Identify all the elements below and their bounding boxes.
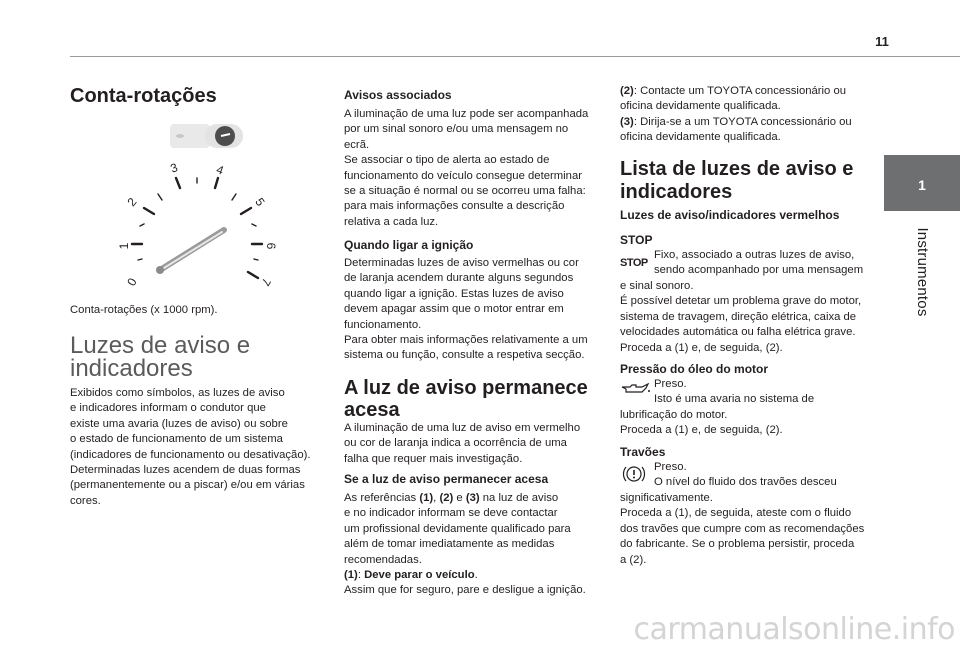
title-luzes-line1: Luzes de aviso e [70, 332, 251, 359]
heading-permanece-line1: A luz de aviso permanece [344, 377, 588, 399]
referencias-paragraph: As referências (1), (2) e (3) na luz de aviso e no indicador informam se deve contactar um profissional devidamente qualificado para além de tomar imediatamente as medidas recomendadas. (1): Deve parar o veículo. Assim que for seguro, pare e desligue a ignição. [344, 492, 586, 597]
title-conta-rotacoes: Conta-rotações [70, 85, 217, 107]
heading-avisos-associados: Avisos associados [344, 88, 452, 102]
chapter-label: Instrumentos [914, 227, 931, 317]
title-lista-line2: indicadores [620, 181, 733, 203]
intro-paragraph: Exibidos como símbolos, as luzes de aviso e indicadores informam o condutor que existe uma avaria (luzes de aviso) ou sobre o estado de funcionamento de um sistema (indicadores de funcionamento ou desativação). Determinadas luzes acendem de duas formas (permanentemente ou a piscar) e/ou em várias cores. [70, 387, 311, 507]
subtitle-vermelhos: Luzes de aviso/indicadores vermelhos [620, 208, 840, 222]
oil-title: Pressão do óleo do motor [620, 362, 769, 376]
figure-caption: Conta-rotações (x 1000 rpm). [70, 304, 218, 316]
permanece-paragraph: A iluminação de uma luz de aviso em vermelho ou cor de laranja indica a ocorrência de uma falha que requer mais investigação. [344, 422, 581, 465]
oil-can-icon [620, 381, 652, 397]
brake-title: Travões [620, 445, 666, 459]
top-rule [70, 56, 960, 57]
stop-text-indented: Fixo, associado a outras luzes de aviso, sendo acompanhado por uma mensagem [654, 249, 864, 277]
heading-permanece-line2: acesa [344, 399, 400, 421]
tick-label-6: 6 [264, 242, 278, 250]
ignicao-paragraph: Determinadas luzes de aviso vermelhas ou cor de laranja acendem durante alguns segundos quando ligar a ignição. Estas luzes de aviso devem apagar assim que o motor entrar em funcionamento. Para obter mais informações relativamente a um sistema ou função, consulte a respetiva secção. [344, 257, 588, 362]
tick-label-3: 3 [168, 160, 180, 176]
tick-label-4: 4 [214, 162, 226, 178]
brake-warning-icon [622, 463, 646, 485]
oil-text-indented: Preso. Isto é uma avaria no sistema de [654, 378, 815, 406]
stop-text: e sinal sonoro. É possível detetar um problema grave do motor, sistema de travagem, direção elétrica, caixa de velocidades automática ou falha elétrica grave. Proceda a (1) e, de seguida, (2). [620, 280, 862, 354]
tick-label-2: 2 [124, 194, 140, 210]
brake-text: significativamente. Proceda a (1), de seguida, ateste com o fluido dos travões que cumpre com as recomendações do fabricante. Se o problema persistir, proceda a (2). [620, 492, 865, 566]
oil-text: lubrificação do motor. Proceda a (1) e, de seguida, (2). [620, 409, 783, 437]
tick-label-7: 7 [258, 275, 274, 289]
title-lista-line1: Lista de luzes de aviso e [620, 158, 854, 180]
avisos-paragraph: A iluminação de uma luz pode ser acompanhada por um sinal sonoro e/ou uma mensagem no ecrã. Se associar o tipo de alerta ao estado de funcionamento do veículo consegue determinar se a situação é normal ou se ocorreu uma falha: para mais informações consulte a descrição relativa a cada luz. [344, 108, 589, 228]
page-number: 11 [875, 34, 889, 49]
tick-label-1: 1 [117, 242, 131, 250]
stop-icon: STOP [620, 257, 648, 269]
tick-label-5: 5 [252, 195, 268, 209]
heading-se-a-luz: Se a luz de aviso permanecer acesa [344, 472, 549, 486]
tick-label-0: 0 [124, 275, 140, 289]
ref-2-paragraph: (2): Contacte um TOYOTA concessionário ou oficina devidamente qualificada. (3): Dirija-se a um TOYOTA concessionário ou oficina devidamente qualificada. [620, 85, 852, 144]
gauge-ticks [132, 178, 262, 278]
title-luzes-line2: indicadores [70, 355, 193, 382]
chapter-tab[interactable]: 1 [884, 155, 960, 211]
brake-text-indented: Preso. O nível do fluido dos travões desceu [654, 461, 837, 489]
heading-quando-ligar: Quando ligar a ignição [344, 238, 474, 252]
tachometer-figure [117, 122, 280, 292]
stop-title: STOP [620, 233, 653, 247]
watermark: carmanualsonline.info [633, 612, 955, 647]
